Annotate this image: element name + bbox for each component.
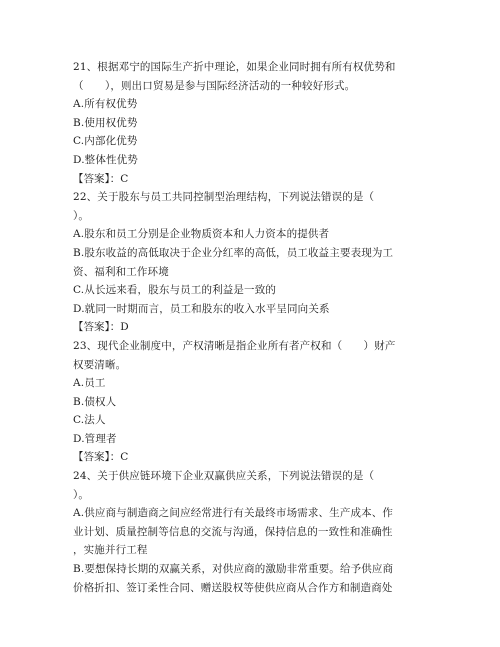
option-c: C.内部化优势 [73,135,138,148]
option-a-continued: ，实施并行工程 [73,544,148,557]
option-b: B.股东收益的高低取决于企业分红率的高低，员工收益主要表现为工 [73,246,394,259]
question-24 [73,467,435,597]
option-d: D.管理者 [73,432,117,445]
option-a: A.员工 [73,377,106,390]
option-b: B.债权人 [73,395,117,408]
option-c: C.法人 [73,414,106,427]
question-text: 22、关于股东与员工共同控制型治理结构，下列说法错误的是（ [73,191,375,204]
question-text: 24、关于供应链环境下企业双赢供应关系，下列说法错误的是（ [73,470,375,483]
exam-page [73,58,435,597]
answer-label: 【答案】：C [73,451,129,464]
option-d: D.整体性优势 [73,153,138,166]
option-b: B.使用权优势 [73,116,138,129]
question-text: ）。 [73,488,90,501]
question-21 [73,58,435,188]
answer-label: 【答案】：D [73,321,129,334]
option-b: B.要想保持长期的双赢关系，对供应商的激励非常重要。给予供应商 [73,563,394,576]
option-a: A.所有权优势 [73,98,138,111]
option-a: A.供应商与制造商之间应经常进行有关最终市场需求、生产成本、作 [73,507,394,520]
option-a-continued: 业计划、质量控制等信息的交流与沟通，保持信息的一致性和准确性 [73,525,393,538]
option-d: D.就同一时期而言，员工和股东的收入水平呈同向关系 [73,302,330,315]
option-c: C.从长远来看，股东与员工的利益是一致的 [73,284,276,297]
question-text: ）。 [73,209,90,222]
question-text: 21、根据邓宁的国际生产折中理论，如果企业同时拥有所有权优势和 [73,61,396,73]
question-text: 权要清晰。 [73,358,127,371]
option-b-continued: 价格折扣、签订柔性合同、赠送股权等使供应商从合作方和制造商处 [73,581,393,594]
question-text: 23、现代企业制度中，产权清晰是指企业所有者产权和（ ）财产 [73,339,396,352]
answer-label: 【答案】：C [73,172,129,185]
option-b-continued: 资、福利和工作环境 [73,265,169,278]
question-23 [73,337,435,467]
question-text: （ ），则出口贸易是参与国际经济活动的一种较好形式。 [73,79,356,92]
question-22 [73,188,435,337]
option-a: A.股东和员工分别是企业物质资本和人力资本的提供者 [73,228,330,241]
